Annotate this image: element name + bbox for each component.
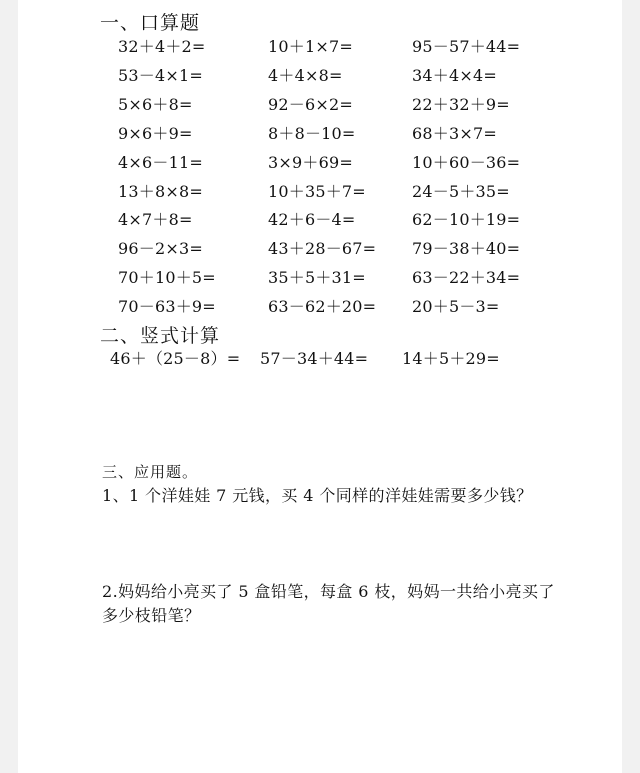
oral-problem: 92－6×2=: [268, 94, 353, 114]
oral-problem: 4＋4×8=: [268, 65, 343, 85]
oral-problem: 35＋5＋31=: [268, 268, 366, 288]
oral-problem: 13＋8×8=: [118, 181, 203, 201]
vertical-problem-2: 57－34＋44=: [260, 349, 369, 368]
oral-problem: 70＋10＋5=: [118, 268, 216, 288]
word-problem-2-line1: 2.妈妈给小亮买了 5 盒铅笔，每盒 6 枝，妈妈一共给小亮买了: [102, 582, 555, 601]
oral-problem: 63－22＋34=: [412, 268, 521, 288]
oral-problem: 10＋60－36=: [412, 152, 521, 172]
oral-problem: 96－2×3=: [118, 239, 203, 259]
oral-problem: 10＋1×7=: [268, 37, 353, 56]
oral-problem: 10＋35＋7=: [268, 181, 366, 201]
oral-problem: 9×6＋9=: [118, 123, 193, 143]
section1-title: 一、口算题: [100, 12, 201, 34]
oral-problem: 63－62＋20=: [268, 297, 377, 317]
oral-problem: 8＋8－10=: [268, 123, 356, 143]
oral-problem: 68＋3×7=: [412, 123, 497, 143]
oral-problem: 34＋4×4=: [412, 65, 497, 85]
oral-problem: 4×6－11=: [118, 152, 203, 172]
oral-problem: 4×7＋8=: [118, 210, 193, 230]
oral-problem: 70－63＋9=: [118, 297, 216, 317]
oral-problem: 5×6＋8=: [118, 94, 193, 114]
oral-problem: 22＋32＋9=: [412, 94, 510, 114]
oral-problem: 3×9＋69=: [268, 152, 353, 172]
oral-problem: 53－4×1=: [118, 65, 203, 85]
oral-problem: 32＋4＋2=: [118, 37, 206, 56]
vertical-problem-1: 46＋（25－8）=: [110, 349, 241, 368]
word-problem-2-line2: 多少枝铅笔？: [102, 606, 201, 625]
oral-problem: 95－57＋44=: [412, 37, 521, 56]
worksheet-page: [18, 0, 622, 773]
oral-problem: 62－10＋19=: [412, 210, 521, 230]
oral-problem: 79－38＋40=: [412, 239, 521, 259]
oral-problem: 43＋28－67=: [268, 239, 377, 259]
word-problem-1: 1、1 个洋娃娃 7 元钱，买 4 个同样的洋娃娃需要多少钱？: [102, 486, 533, 505]
oral-problem: 24－5＋35=: [412, 181, 510, 201]
oral-problem: 42＋6－4=: [268, 210, 356, 230]
vertical-problem-3: 14＋5＋29=: [402, 349, 500, 368]
section2-title: 二、竖式计算: [100, 325, 221, 347]
oral-problem: 20＋5－3=: [412, 297, 500, 317]
section3-title: 三、应用题。: [102, 463, 199, 481]
